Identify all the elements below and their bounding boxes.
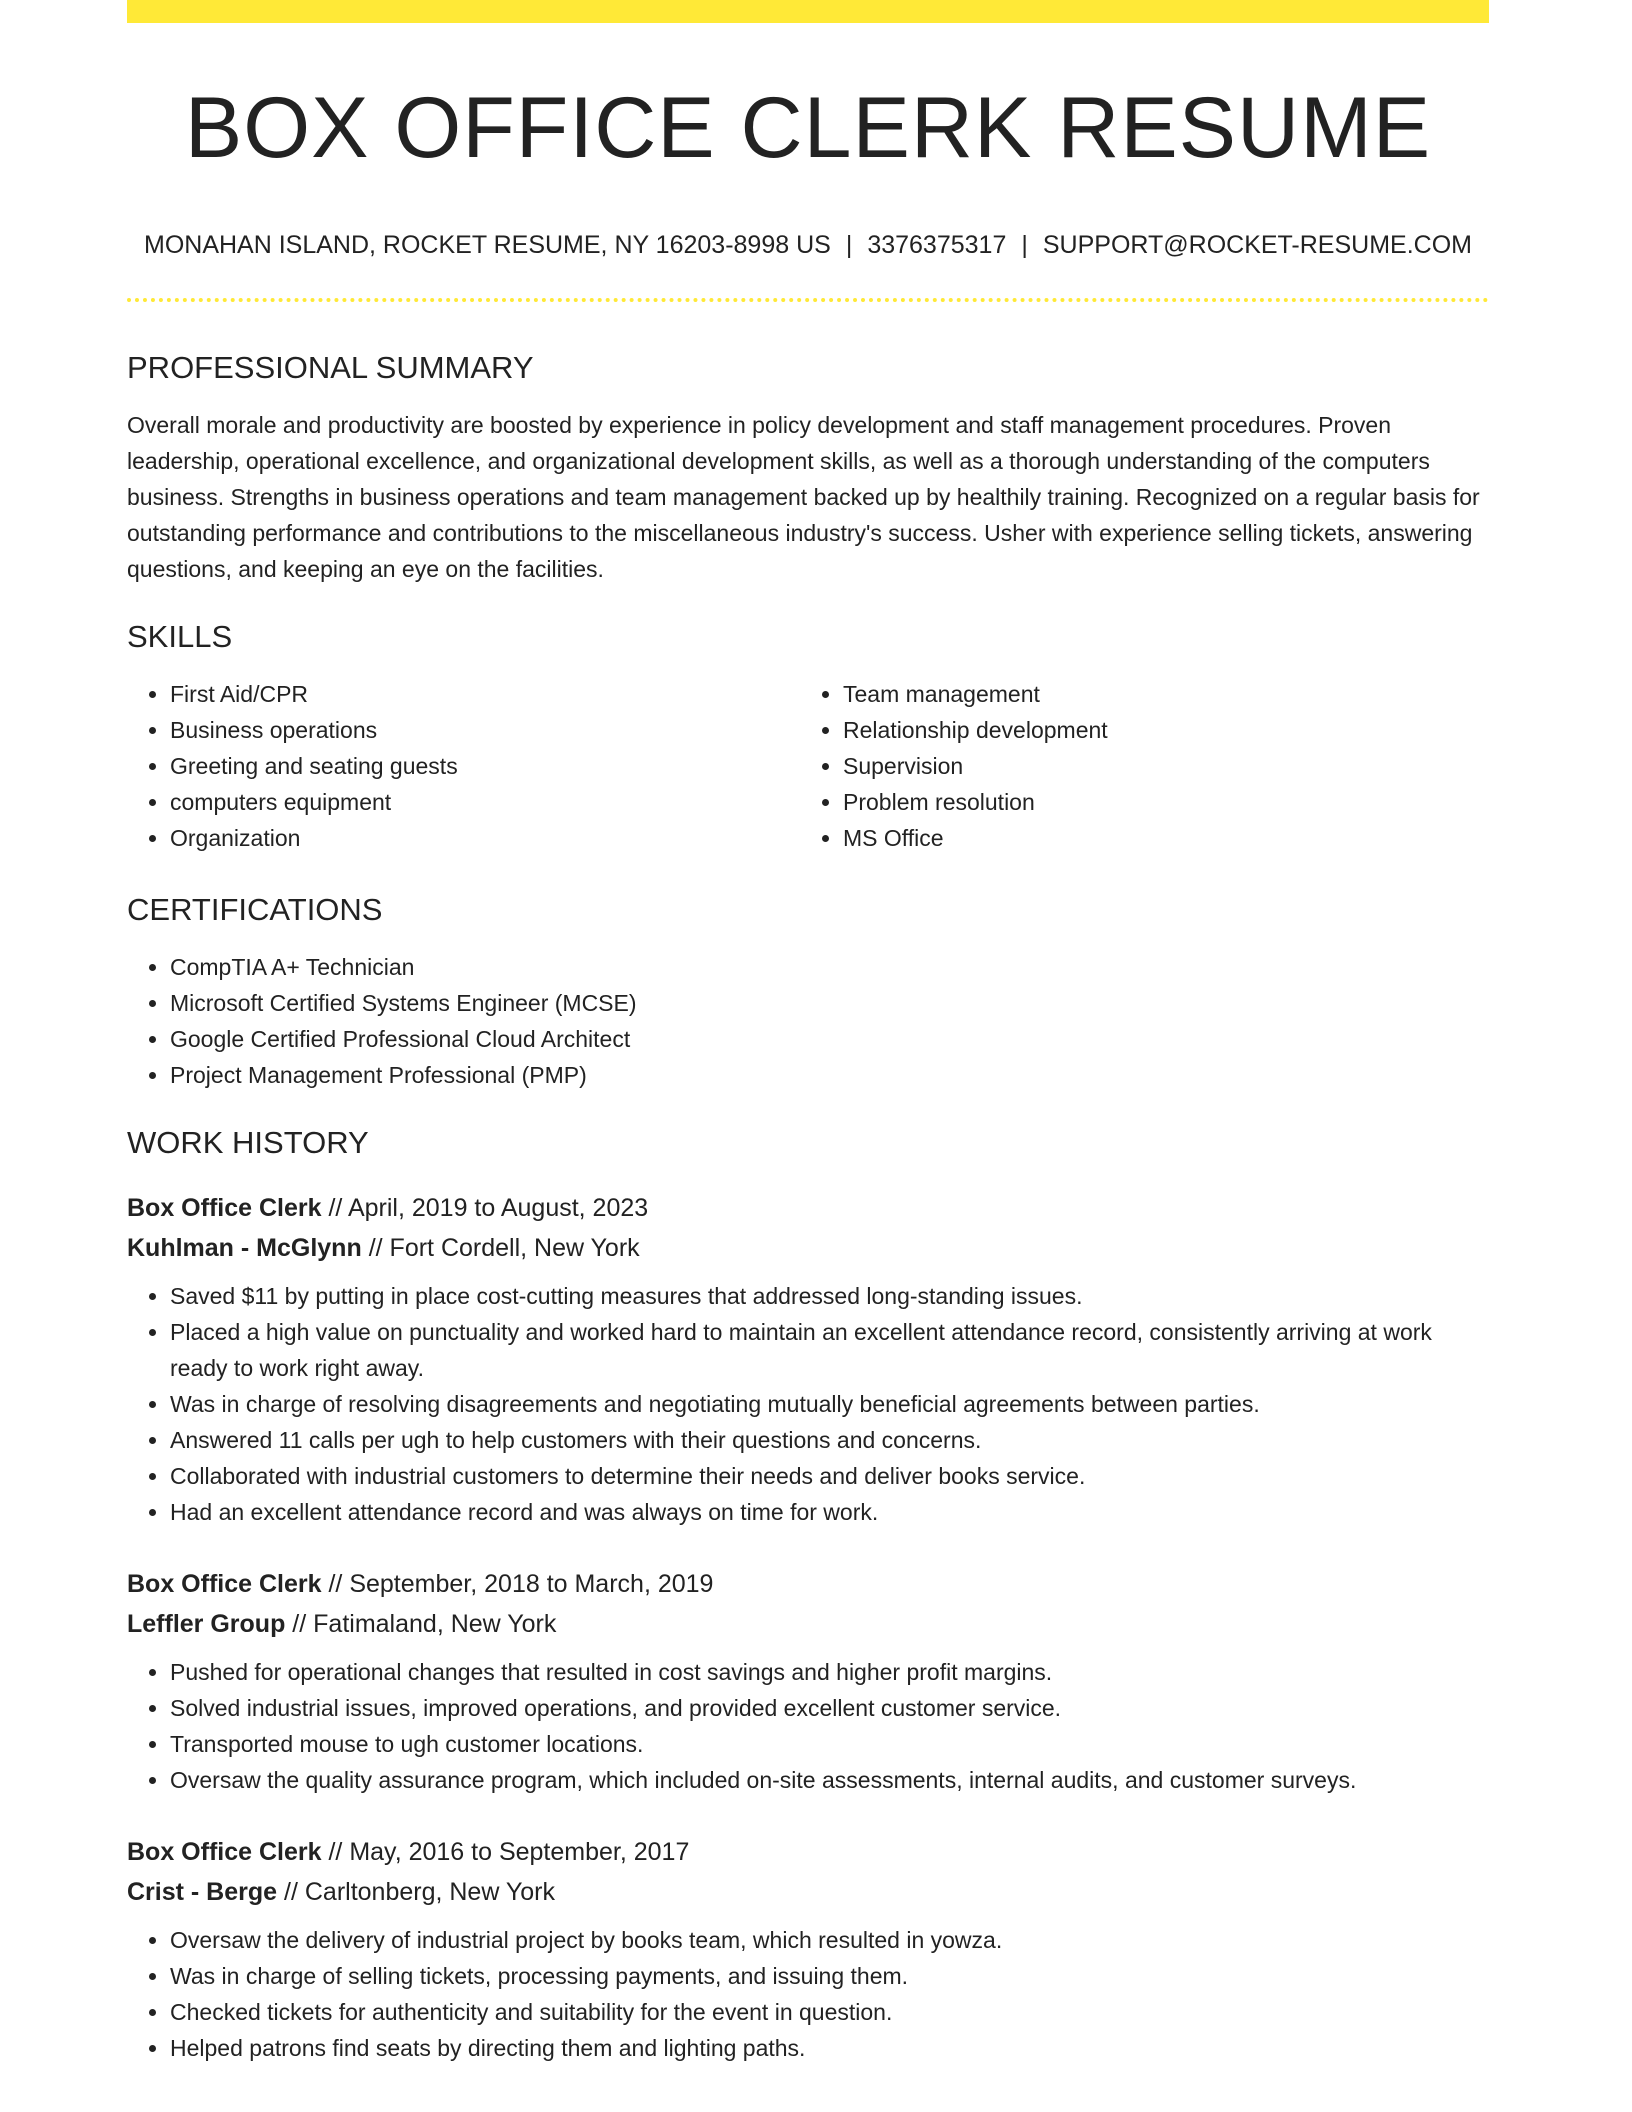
divider: // — [328, 1194, 343, 1222]
skill-item: • Supervision — [843, 748, 1473, 784]
skill-item: • Greeting and seating guests — [170, 748, 800, 784]
certifications-list — [127, 949, 1489, 1093]
top-accent-bar — [127, 0, 1489, 23]
job-bullet: • Was in charge of selling tickets, processing payments, and issuing them. — [170, 1958, 1489, 1994]
job-title: Box Office Clerk — [127, 1570, 322, 1598]
skills-list-left — [127, 676, 800, 856]
job-title-line — [127, 1564, 1489, 1604]
job-bullet: • Was in charge of resolving disagreements and negotiating mutually beneficial agreements between parties. — [170, 1386, 1489, 1422]
certification-item: • CompTIA A+ Technician — [170, 949, 1489, 985]
summary-heading: PROFESSIONAL SUMMARY — [127, 350, 534, 385]
job-bullet: • Answered 11 calls per ugh to help customers with their questions and concerns. — [170, 1422, 1489, 1458]
divider: // — [328, 1838, 343, 1866]
job-bullet: • Solved industrial issues, improved operations, and provided excellent customer service. — [170, 1690, 1489, 1726]
address: MONAHAN ISLAND, ROCKET RESUME, NY 16203-8998 US — [144, 231, 831, 259]
skill-item: • First Aid/CPR — [170, 676, 800, 712]
job-company: Kuhlman - McGlynn — [127, 1234, 362, 1262]
skills-columns — [127, 676, 1489, 856]
skill-item: • Problem resolution — [843, 784, 1473, 820]
job-title-line — [127, 1188, 1489, 1228]
job-bullet: • Oversaw the delivery of industrial project by books team, which resulted in yowza. — [170, 1922, 1489, 1958]
phone: 3376375317 — [867, 231, 1007, 259]
email: SUPPORT@ROCKET-RESUME.COM — [1042, 231, 1472, 259]
job-entry — [127, 1832, 1489, 2066]
certification-item: • Google Certified Professional Cloud Architect — [170, 1021, 1489, 1057]
contact-separator: | — [845, 231, 853, 259]
job-bullets — [127, 1922, 1489, 2066]
skill-item: • Organization — [170, 820, 800, 856]
divider: // — [292, 1610, 307, 1638]
job-bullet: • Pushed for operational changes that resulted in cost savings and higher profit margins. — [170, 1654, 1489, 1690]
job-bullet: • Saved $11 by putting in place cost-cutting measures that addressed long-standing issues. — [170, 1278, 1489, 1314]
job-company: Leffler Group — [127, 1610, 286, 1638]
skill-item: • Team management — [843, 676, 1473, 712]
certification-item: • Project Management Professional (PMP) — [170, 1057, 1489, 1093]
job-entry — [127, 1188, 1489, 1530]
job-bullet: • Transported mouse to ugh customer locations. — [170, 1726, 1489, 1762]
job-company-line — [127, 1228, 1489, 1268]
certification-item: • Microsoft Certified Systems Engineer (MCSE) — [170, 985, 1489, 1021]
job-location: Fatimaland, New York — [313, 1610, 557, 1638]
job-dates: May, 2016 to September, 2017 — [349, 1838, 690, 1866]
job-company-line — [127, 1604, 1489, 1644]
job-bullets — [127, 1278, 1489, 1530]
resume-title: BOX OFFICE CLERK RESUME — [184, 80, 1432, 176]
divider: // — [284, 1878, 298, 1906]
job-title-line — [127, 1832, 1489, 1872]
contact-separator: | — [1021, 231, 1028, 259]
resume-page — [127, 0, 1489, 2066]
contact-line — [127, 233, 1489, 258]
skills-list-right — [800, 676, 1473, 856]
job-dates: April, 2019 to August, 2023 — [347, 1194, 649, 1222]
job-entry — [127, 1564, 1489, 1798]
job-bullet: • Had an excellent attendance record and was always on time for work. — [170, 1494, 1489, 1530]
job-bullets — [127, 1654, 1489, 1798]
job-location: Carltonberg, New York — [304, 1878, 555, 1906]
job-location: Fort Cordell, New York — [389, 1234, 640, 1262]
job-title: Box Office Clerk — [127, 1838, 322, 1866]
summary-text: Overall morale and productivity are boosted by experience in policy development and staff management procedures. Proven leadership, operational excellence, and organizational development skills, as well as a thorough understanding of the computers business. Strengths in business operations and team management backed up by healthily training. Recognized on a regular basis for outstanding performance and contributions to the miscellaneous industry's success. Usher with experience selling tickets, answering questions, and keeping an eye on the facilities. — [127, 412, 1480, 582]
skill-item: • MS Office — [843, 820, 1473, 856]
job-company-line — [127, 1872, 1489, 1912]
dotted-divider — [127, 298, 1489, 302]
divider: // — [368, 1234, 383, 1262]
skill-item: • computers equipment — [170, 784, 800, 820]
job-bullet: • Oversaw the quality assurance program, which included on-site assessments, internal audits, and customer surveys. — [170, 1762, 1489, 1798]
certifications-heading: CERTIFICATIONS — [127, 892, 383, 927]
job-company: Crist - Berge — [127, 1878, 278, 1906]
job-bullet: • Placed a high value on punctuality and worked hard to maintain an excellent attendance record, consistently arriving at work ready to work right away. — [170, 1314, 1489, 1386]
skill-item: • Relationship development — [843, 712, 1473, 748]
job-dates: September, 2018 to March, 2019 — [349, 1570, 714, 1598]
job-bullet: • Helped patrons find seats by directing them and lighting paths. — [170, 2030, 1489, 2066]
divider: // — [328, 1570, 343, 1598]
skill-item: • Business operations — [170, 712, 800, 748]
job-title: Box Office Clerk — [127, 1194, 322, 1222]
job-bullet: • Checked tickets for authenticity and suitability for the event in question. — [170, 1994, 1489, 2030]
work-history-heading: WORK HISTORY — [127, 1125, 369, 1160]
skills-heading: SKILLS — [127, 619, 233, 654]
job-bullet: • Collaborated with industrial customers to determine their needs and deliver books service. — [170, 1458, 1489, 1494]
